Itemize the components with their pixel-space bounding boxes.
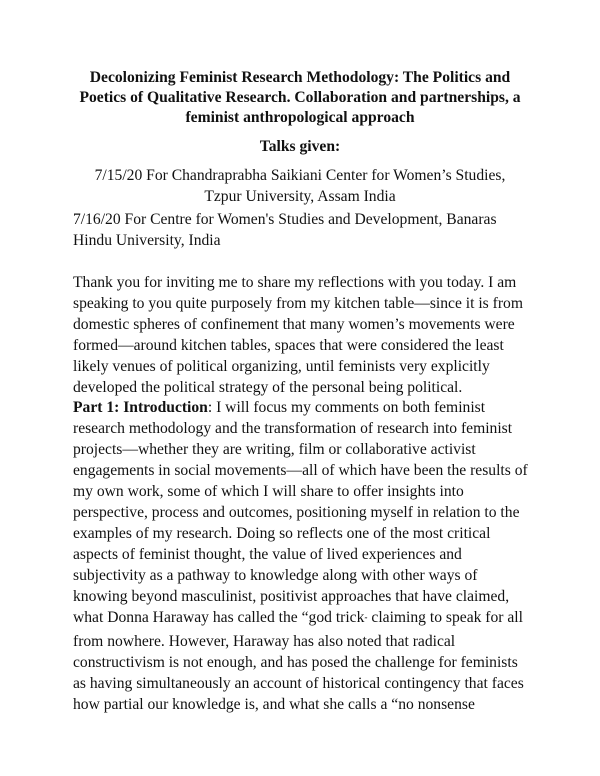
talk-line: Tzpur University, Assam India bbox=[204, 188, 396, 205]
talk-line: 7/15/20 For Chandraprabha Saikiani Center for Women’s Studies, bbox=[94, 167, 506, 184]
talks-heading: Talks given: bbox=[259, 138, 341, 155]
talk-entry-1 bbox=[70, 165, 530, 207]
paragraph-text: : I will focus my comments on both feminist bbox=[207, 399, 486, 416]
paragraph-line: examples of my research. Doing so reflects one of the most critical bbox=[73, 525, 491, 542]
paragraph-line: subjectivity as a pathway to knowledge along with other ways of bbox=[73, 567, 478, 584]
paragraph-line: my own work, some of which I will share to offer insights into bbox=[73, 483, 464, 500]
paragraph-text: claiming to speak for all bbox=[367, 609, 523, 626]
paragraph-line: research methodology and the transformation of research into feminist bbox=[73, 420, 513, 437]
paragraph-line: perspective, process and outcomes, positioning myself in relation to the bbox=[73, 504, 520, 521]
paragraph-line: projects—whether they are writing, film or collaborative activist bbox=[73, 441, 476, 458]
title-line: Decolonizing Feminist Research Methodology: The Politics and bbox=[89, 69, 511, 86]
talk-line: Hindu University, India bbox=[73, 232, 221, 249]
paragraph-intro bbox=[73, 272, 535, 398]
paragraph-line bbox=[73, 397, 535, 418]
closing-quote-mark: ” bbox=[364, 616, 368, 624]
paragraph-part1 bbox=[73, 397, 535, 715]
paragraph-line: domestic spheres of confinement that many women’s movements were bbox=[73, 316, 515, 333]
paragraph-line: constructivism is not enough, and has posed the challenge for feminists bbox=[73, 654, 518, 671]
paragraph-line: speaking to you quite purposely from my kitchen table—since it is from bbox=[73, 295, 523, 312]
paragraph-line: formed—around kitchen tables, spaces that were considered the least bbox=[73, 337, 504, 354]
talk-line: 7/16/20 For Centre for Women's Studies and Development, Banaras bbox=[73, 211, 497, 228]
paragraph-line: Thank you for inviting me to share my reflections with you today. I am bbox=[73, 274, 517, 291]
paragraph-line bbox=[73, 607, 535, 631]
section-heading: Part 1: Introduction bbox=[73, 399, 208, 416]
paragraph-text: what Donna Haraway has called the “god trick bbox=[73, 609, 365, 626]
paragraph-line: knowing beyond masculinist, positivist approaches that have claimed, bbox=[73, 588, 510, 605]
paragraph-line: how partial our knowledge is, and what she calls a “no nonsense bbox=[73, 696, 475, 713]
document-title bbox=[70, 68, 530, 128]
paragraph-line: engagements in social movements—all of which have been the results of bbox=[73, 462, 528, 479]
paragraph-line: developed the political strategy of the personal being political. bbox=[73, 379, 463, 396]
paragraph-line: from nowhere. However, Haraway has also noted that radical bbox=[73, 633, 456, 650]
title-line: feminist anthropological approach bbox=[185, 109, 415, 126]
paragraph-line: as having simultaneously an account of historical contingency that faces bbox=[73, 675, 524, 692]
paragraph-line: likely venues of political organizing, until feminists very explicitly bbox=[73, 358, 490, 375]
paragraph-line: aspects of feminist thought, the value of lived experiences and bbox=[73, 546, 462, 563]
title-line: Poetics of Qualitative Research. Collaboration and partnerships, a bbox=[79, 89, 521, 106]
talk-entry-2 bbox=[73, 209, 533, 251]
